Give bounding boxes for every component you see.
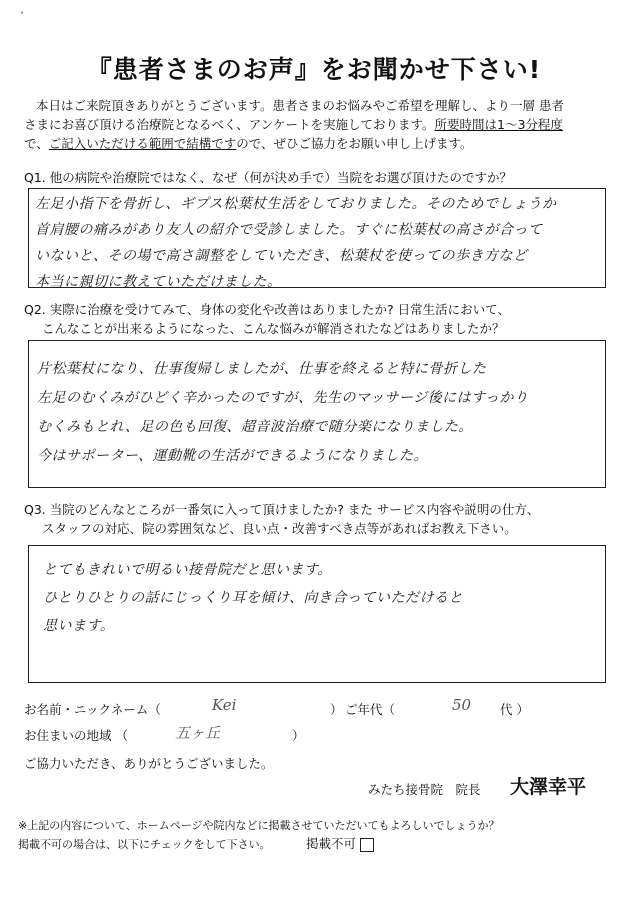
intro-line-1: 本日はご来院頂きありがとうございます。患者さまのお悩みやご希望を理解し、より一層 患者 <box>36 98 564 113</box>
q1-answer-line: 本当に親切に教えていただけました。 <box>35 274 282 288</box>
intro-line-2-text: さまにお喜び頂ける治療院となるべく、アンケートを実施しております。 <box>24 117 435 132</box>
director-signature: 大澤幸平 <box>510 776 587 798</box>
q1-answer-box <box>28 188 606 288</box>
q2-answer-line: 今はサポーター、運動靴の生活ができるようになりました。 <box>37 448 428 464</box>
q2-question <box>24 300 619 338</box>
age-value: 50 <box>452 696 472 714</box>
intro-scope-note: ご記入いただける範囲で結構です <box>48 136 237 151</box>
q2-answer-line: むくみもとれ、足の色も回復、超音波治療で随分楽になりました。 <box>37 419 473 435</box>
q1-answer-line: 首肩腰の痛みがあり友人の紹介で受診しました。すぐに松葉杖の高さが合って <box>35 222 543 238</box>
opt-out-label: 掲載不可 <box>306 836 357 851</box>
footer-note-1: ※上記の内容について、ホームページや院内などに掲載させていただいてもよろしいでしょうか？ <box>18 819 500 832</box>
intro-line-3-prefix: で、 <box>24 136 49 151</box>
q2-answer-line: 片松葉杖になり、仕事復帰しましたが、仕事を終えると特に骨折した <box>37 361 487 377</box>
intro-line-2 <box>24 115 614 134</box>
intro-line-3-suffix: ので、ぜひご協力をお願い申し上げます。 <box>236 136 473 151</box>
q3-answer-line: とてもきれいで明るい接骨院だと思います。 <box>43 562 332 578</box>
thanks-text: ご協力いただき、ありがとうございました。 <box>24 756 274 771</box>
q3-question-line-1: Q3. 当院のどんなところが一番気に入って頂けましたか? また サービス内容や説明の仕方、 <box>24 502 540 517</box>
q1-question: Q1. 他の病院や治療院ではなく、なぜ（何が決め手で）当院をお選び頂けたのですか？ <box>24 170 512 185</box>
q3-answer-line: 思います。 <box>43 618 115 634</box>
q3-question-line-2: スタッフの対応、院の雰囲気など、良い点・改善すべき点等があればお教え下さい。 <box>42 521 517 536</box>
q2-answer-box <box>28 340 606 488</box>
name-label: お名前・ニックネーム（ <box>24 702 161 717</box>
name-value: Kei <box>212 696 237 714</box>
area-close: ） <box>292 728 305 743</box>
q1-answer-line: 左足小指下を骨折し、ギプス松葉杖生活をしておりました。そのためでしょうか <box>35 196 557 212</box>
footer-note-2: 掲載不可の場合は、以下にチェックをして下さい。 <box>18 838 271 851</box>
q2-question-line-1: Q2. 実際に治療を受けてみて、身体の変化や改善はありましたか? 日常生活において、 <box>24 302 510 317</box>
page-title: 『患者さまのお声』をお聞かせ下さい! <box>86 55 542 84</box>
clinic-name: みたち接骨院 院長 <box>368 782 481 797</box>
opt-out-option <box>306 834 374 852</box>
q3-question <box>24 500 619 538</box>
corner-mark: ・ <box>16 6 29 20</box>
q3-answer-line: ひとりひとりの話にじっくり耳を傾け、向き合っていただけると <box>43 590 463 606</box>
name-close: ） <box>330 702 343 717</box>
intro-text <box>24 96 614 153</box>
intro-duration-note: 所要時間は1～3分程度 <box>434 117 563 132</box>
area-label: お住まいの地域 （ <box>24 728 128 743</box>
area-value: 五ヶ丘 <box>175 724 221 742</box>
intro-line-3 <box>24 134 614 153</box>
q3-answer-box <box>28 545 606 683</box>
opt-out-checkbox[interactable] <box>360 838 374 852</box>
age-suffix: 代 ） <box>500 702 529 717</box>
q2-question-line-2: こんなことが出来るようになった、こんな悩みが解消されたなどはありましたか？ <box>42 321 505 336</box>
age-label: ご年代（ <box>345 702 396 717</box>
q1-answer-line: いないと、その場で高さ調整をしていただき、松葉杖を使っての歩き方など <box>35 248 528 264</box>
q2-answer-line: 左足のむくみがひどく辛かったのですが、先生のマッサージ後にはすっかり <box>37 390 529 406</box>
